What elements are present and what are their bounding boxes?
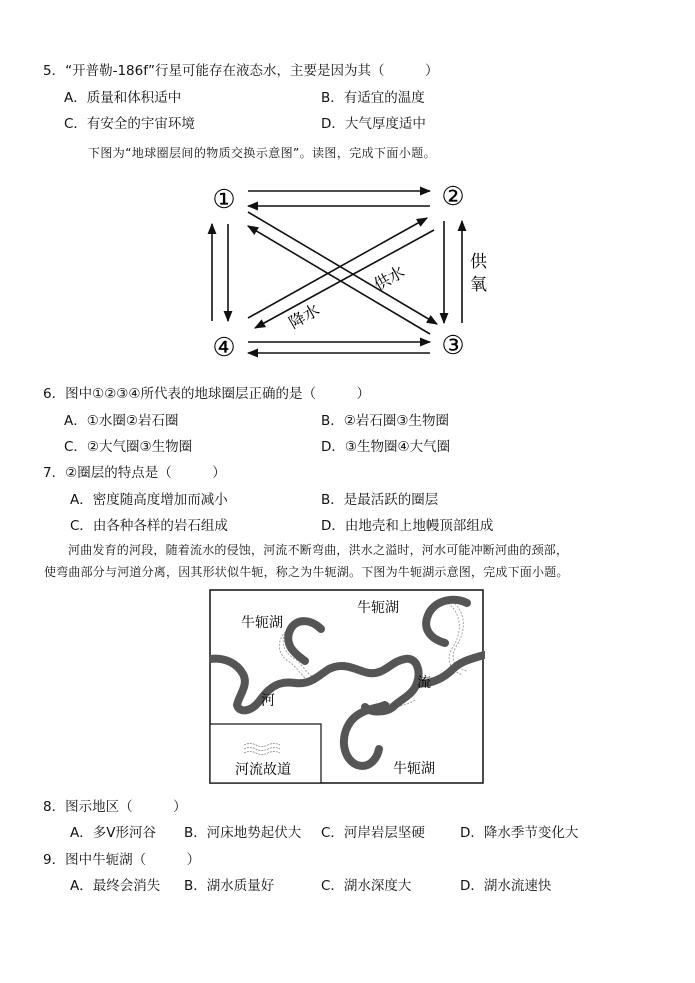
label-supply-water: 供水 (370, 262, 408, 295)
q7-option-c: C．由各种各样的岩石组成 (70, 518, 228, 534)
intro-sphere-diagram: 下图为“地球圈层间的物质交换示意图”。读图，完成下面小题。 (88, 146, 437, 160)
node-2: ② (441, 182, 465, 212)
oxbow-lake-diagram (209, 589, 485, 785)
q6-option-b: B．②岩石圈③生物圈 (321, 413, 449, 429)
q9-option-a: A．最终会消失 (70, 878, 161, 894)
q6-option-d: D．③生物圈④大气圈 (321, 439, 451, 455)
intro-oxbow-line1: 河曲发育的河段，随着流水的侵蚀，河流不断弯曲，洪水之溢时，河水可能冲断河曲的颈部， (68, 543, 569, 557)
label-supply-oxygen-1: 供 (470, 252, 487, 272)
q7-option-a: A．密度随高度增加而减小 (70, 492, 228, 508)
intro-oxbow-line2: 使弯曲部分与河道分离，因其形状似牛轭，称之为牛轭湖。下图为牛轭湖示意图，完成下面小题。 (44, 565, 569, 579)
q8-option-b: B．河床地势起伏大 (184, 825, 302, 841)
q5-stem: 5．“开普勒-186f”行星可能存在液态水，主要是因为其（ ） (43, 63, 439, 79)
q9-option-c: C．湖水深度大 (321, 878, 412, 894)
q7-stem: 7．②圈层的特点是（ ） (43, 465, 226, 481)
label-oxbow-3: 牛轭湖 (393, 761, 435, 777)
label-river-liu: 流 (417, 675, 431, 691)
q5-option-c: C．有安全的宇宙环境 (64, 116, 195, 132)
q6-stem: 6．图中①②③④所代表的地球圈层正确的是（ ） (43, 386, 370, 402)
q5-option-a: A．质量和体积适中 (64, 90, 182, 106)
label-oxbow-1: 牛轭湖 (241, 615, 283, 631)
node-1: ① (212, 185, 236, 215)
q6-option-a: A．①水圈②岩石圈 (64, 413, 179, 429)
sphere-exchange-diagram (200, 176, 490, 366)
legend-label: 河流故道 (235, 762, 291, 778)
label-river-he: 河 (261, 693, 275, 709)
q8-option-c: C．河岸岩层坚硬 (321, 825, 425, 841)
q9-stem: 9．图中牛轭湖（ ） (43, 852, 201, 868)
q6-option-c: C．②大气圈③生物圈 (64, 439, 193, 455)
q5-option-d: D．大气厚度适中 (321, 116, 426, 132)
label-supply-oxygen-2: 氧 (470, 275, 487, 295)
q9-option-b: B．湖水质量好 (184, 878, 275, 894)
q8-stem: 8．图示地区（ ） (43, 799, 187, 815)
label-precipitation: 降水 (285, 300, 323, 333)
label-oxbow-2: 牛轭湖 (357, 600, 399, 616)
q7-option-b: B．是最活跃的圈层 (321, 492, 439, 508)
node-4: ④ (212, 333, 236, 363)
node-3: ③ (441, 331, 465, 361)
q7-option-d: D．由地壳和上地幔顶部组成 (321, 518, 494, 534)
q8-option-a: A．多V形河谷 (70, 825, 156, 841)
arrow-2-to-4 (255, 230, 434, 328)
q9-option-d: D．湖水流速快 (460, 878, 552, 894)
q8-option-d: D．降水季节变化大 (460, 825, 579, 841)
q5-option-b: B．有适宜的温度 (321, 90, 425, 106)
